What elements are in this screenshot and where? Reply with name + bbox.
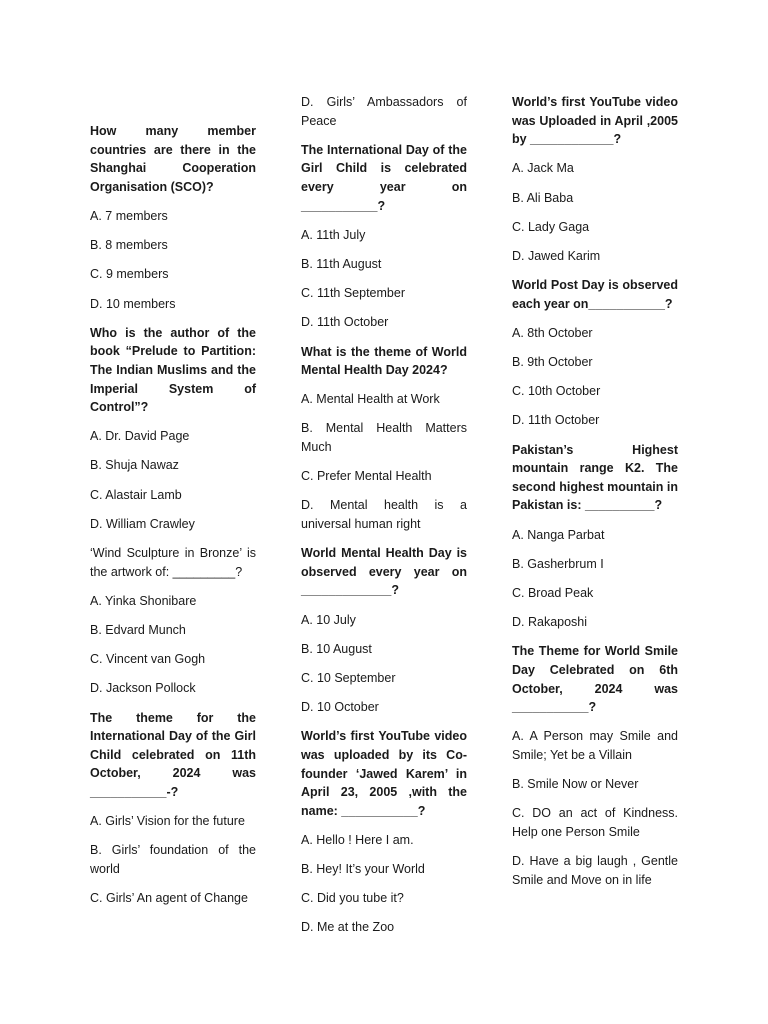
answer-option: C. Prefer Mental Health [301, 469, 432, 484]
question-text: Pakistan’s Highest mountain range K2. The second highest mountain in Pakistan is: __________? [512, 442, 678, 513]
answer-option: B. Ali Baba [512, 190, 574, 205]
answer-option: B. Girls’ foundation of the world [90, 843, 256, 876]
question-text: The Theme for World Smile Day Celebrated on 6th October, 2024 was ___________? [512, 644, 678, 715]
column-2 [301, 93, 467, 948]
answer-option: D. Me at the Zoo [301, 920, 395, 935]
answer-option: B. 11th August [301, 256, 382, 271]
answer-option: C. Did you tube it? [301, 891, 404, 906]
answer-option: A. A Person may Smile and Smile; Yet be a Villain [512, 729, 678, 762]
answer-option: D. 10 members [90, 296, 176, 311]
answer-option: A. Jack Ma [512, 161, 574, 176]
answer-option: A. Yinka Shonibare [90, 593, 197, 608]
question-text: World’s first YouTube video was uploaded by its Co-founder ‘Jawed Karem’ in April 23, 2005 ,with the name: ___________? [301, 729, 467, 818]
answer-option: B. Shuja Nawaz [90, 458, 179, 473]
answer-option: C. DO an act of Kindness. Help one Person Smile [512, 806, 678, 839]
column-1 [90, 122, 256, 918]
answer-option: D. 11th October [512, 413, 600, 428]
question-text: How many member countries are there in the Shanghai Cooperation Organisation (SCO)? [90, 124, 256, 194]
column-3 [512, 93, 678, 900]
question-text: ‘Wind Sculpture in Bronze’ is the artwork of: _________? [90, 546, 256, 579]
answer-option: D. Rakaposhi [512, 615, 588, 630]
answer-option: C. Vincent van Gogh [90, 652, 206, 667]
answer-option: A. Nanga Parbat [512, 527, 605, 542]
answer-option: D. 11th October [301, 315, 389, 330]
answer-option: B. 10 August [301, 641, 372, 656]
answer-option: C. 9 members [90, 267, 169, 282]
answer-option: B. Edvard Munch [90, 623, 186, 637]
question-text: World’s first YouTube video was Uploaded in April ,2005 by ____________? [512, 95, 678, 147]
answer-option: D. Jawed Karim [512, 248, 601, 263]
answer-option: A. Girls’ Vision for the future [90, 814, 245, 829]
answer-option: C. Broad Peak [512, 586, 594, 600]
answer-option: A. 7 members [90, 208, 168, 223]
answer-option: C. 10 September [301, 670, 396, 685]
question-text: Who is the author of the book “Prelude to Partition: The Indian Muslims and the Imperial System of Control”? [90, 325, 256, 415]
question-text: What is the theme of World Mental Health Day 2024? [301, 344, 467, 378]
answer-option: A. Hello ! Here I am. [301, 832, 414, 847]
question-text: The International Day of the Girl Child is celebrated every year on ___________? [301, 142, 467, 213]
question-text: The theme for the International Day of the Girl Child celebrated on 11th October, 2024 was ___________-? [90, 710, 256, 799]
answer-option: A. 10 July [301, 612, 356, 627]
answer-option: A. 11th July [301, 227, 366, 242]
answer-option: B. 8 members [90, 238, 168, 253]
answer-option: C. Girls’ An agent of Change [90, 891, 248, 906]
answer-option: D. William Crawley [90, 516, 195, 531]
answer-option: B. Gasherbrum I [512, 556, 604, 571]
answer-option: B. Smile Now or Never [512, 777, 639, 792]
question-text: World Mental Health Day is observed every year on _____________? [301, 546, 467, 598]
answer-option: D. Girls’ Ambassadors of Peace [301, 95, 467, 128]
answer-option: A. Mental Health at Work [301, 392, 440, 407]
answer-option: C. 10th October [512, 384, 601, 399]
answer-option: D. Mental health is a universal human right [301, 498, 467, 532]
answer-option: D. 10 October [301, 700, 379, 715]
answer-option: B. Mental Health Matters Much [301, 421, 467, 455]
answer-option: B. Hey! It’s your World [301, 862, 425, 877]
answer-option: B. 9th October [512, 355, 593, 370]
answer-option: C. Lady Gaga [512, 219, 590, 234]
answer-option: D. Jackson Pollock [90, 681, 196, 696]
answer-option: A. Dr. David Page [90, 429, 190, 444]
question-text: World Post Day is observed each year on___________? [512, 278, 678, 311]
answer-option: D. Have a big laugh , Gentle Smile and Move on in life [512, 854, 678, 887]
answer-option: C. 11th September [301, 286, 405, 301]
answer-option: C. Alastair Lamb [90, 487, 182, 502]
answer-option: A. 8th October [512, 325, 593, 340]
